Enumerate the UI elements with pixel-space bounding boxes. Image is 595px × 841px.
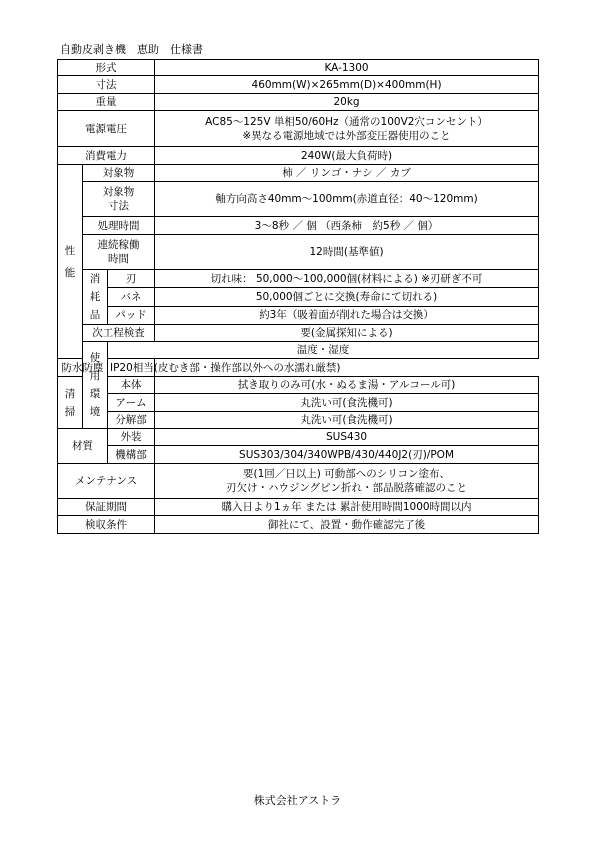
cleaning-body-label: 本体 (108, 377, 155, 394)
processing-time-label: 処理時間 (83, 217, 155, 235)
table-row (58, 111, 539, 147)
material-group-label: 材質 (58, 429, 108, 464)
temperature-label: 温度・湿度 (108, 342, 539, 359)
dimensions-value: 460mm(W)×265mm(D)×400mm(H) (155, 76, 539, 94)
maintenance-line-1: 要(1回／日以上) 可動部へのシリコン塗布、 (243, 468, 451, 480)
next-inspection-label: 次工程検査 (83, 325, 155, 342)
continuous-operation-label (83, 235, 155, 270)
table-row (58, 377, 539, 394)
inspection-conditions-label: 検収条件 (58, 516, 155, 534)
power-voltage-label: 電源電圧 (58, 111, 155, 147)
company-name: 株式会社アストラ (253, 794, 342, 807)
waterproof-label: 防水防塵 (58, 359, 108, 377)
performance-group-text: 性能 (64, 244, 76, 279)
table-row (58, 60, 539, 76)
weight-label: 重量 (58, 94, 155, 111)
table-row (58, 464, 539, 499)
consumables-group-text: 消耗品 (89, 273, 101, 321)
document-title: 自動皮剥き機 恵助 仕様書 (60, 43, 203, 56)
spring-label: バネ (108, 288, 155, 306)
maintenance-value (155, 464, 539, 499)
weight-value: 20kg (155, 94, 539, 111)
waterproof-value: IP20相当(皮むき部・操作部以外への水濡れ厳禁) (108, 359, 155, 377)
performance-group-label (58, 165, 83, 359)
table-row (58, 516, 539, 534)
maintenance-label: メンテナンス (58, 464, 155, 499)
mechanism-label: 機構部 (108, 446, 155, 464)
pad-value: 約3年（吸着面が削れた場合は交換） (155, 306, 539, 324)
pad-label: パッド (108, 306, 155, 324)
cleaning-disassembly-value: 丸洗い可(食洗機可) (155, 412, 539, 429)
cleaning-group-text: 清掃 (64, 387, 76, 418)
target-size-label-line-2: 寸法 (108, 200, 130, 212)
cleaning-disassembly-label: 分解部 (108, 412, 155, 429)
continuous-operation-label-line-1: 連続稼働 (97, 239, 140, 251)
warranty-label: 保証期間 (58, 499, 155, 516)
consumables-group-label (83, 270, 108, 325)
continuous-operation-value: 12時間(基準値) (155, 235, 539, 270)
table-row (58, 359, 539, 377)
table-row (58, 394, 539, 412)
processing-time-value: 3～8秒 ／ 個 （西条柿 約5秒 ／ 個） (155, 217, 539, 235)
table-row (58, 182, 539, 217)
power-voltage-value (155, 111, 539, 147)
cleaning-arm-value: 丸洗い可(食洗機可) (155, 394, 539, 412)
table-row (58, 325, 539, 342)
table-row (58, 147, 539, 165)
target-size-label (83, 182, 155, 217)
table-row (58, 94, 539, 111)
inspection-conditions-value: 御社にて、設置・動作確認完了後 (155, 516, 539, 534)
next-inspection-value: 要(金属探知による) (155, 325, 539, 342)
cleaning-arm-label: アーム (108, 394, 155, 412)
model-value: KA-1300 (155, 60, 539, 76)
power-voltage-line-1: AC85～125V 単相50/60Hz（通常の100V2穴コンセント） (205, 115, 488, 128)
table-row (58, 165, 539, 182)
mechanism-value: SUS303/304/340WPB/430/440J2(刃)/POM (155, 446, 539, 464)
table-row (58, 217, 539, 235)
exterior-value: SUS430 (155, 429, 539, 446)
blade-label: 刃 (108, 270, 155, 288)
table-row (58, 412, 539, 429)
warranty-value: 購入日より1ヵ年 または 累計使用時間1000時間以内 (155, 499, 539, 516)
cleaning-group-label (58, 377, 83, 429)
continuous-operation-label-line-2: 時間 (108, 253, 130, 265)
spring-value: 50,000個ごとに交換(寿命にて切れる) (155, 288, 539, 306)
table-row (58, 76, 539, 94)
power-consumption-label: 消費電力 (58, 147, 155, 165)
target-size-label-line-1: 対象物 (102, 186, 135, 198)
blade-value: 切れ味： 50,000～100,000個(材料による) ※刃研ぎ不可 (155, 270, 539, 288)
table-row (58, 306, 539, 324)
table-row (58, 270, 539, 288)
cleaning-body-value: 拭き取りのみ可(水・ぬるま湯・アルコール可) (155, 377, 539, 394)
table-row (58, 499, 539, 516)
environment-group-label (83, 342, 108, 429)
power-consumption-value: 240W(最大負荷時) (155, 147, 539, 165)
spec-table (57, 59, 539, 534)
table-row (58, 235, 539, 270)
target-value: 柿 ／ リンゴ・ナシ ／ カブ (155, 165, 539, 182)
target-label: 対象物 (83, 165, 155, 182)
dimensions-label: 寸法 (58, 76, 155, 94)
power-voltage-line-2: ※異なる電源地域では外部変圧器使用のこと (242, 129, 451, 142)
table-row (58, 288, 539, 306)
table-row (58, 446, 539, 464)
maintenance-line-2: 刃欠け・ハウジングピン折れ・部品脱落確認のこと (226, 482, 468, 494)
target-size-value: 軸方向高さ40mm～100mm(赤道直径：40～120mm) (155, 182, 539, 217)
table-row (58, 429, 539, 446)
exterior-label: 外装 (108, 429, 155, 446)
table-row (58, 342, 539, 359)
model-label: 形式 (58, 60, 155, 76)
environment-group-text: 使用環境 (89, 352, 101, 418)
